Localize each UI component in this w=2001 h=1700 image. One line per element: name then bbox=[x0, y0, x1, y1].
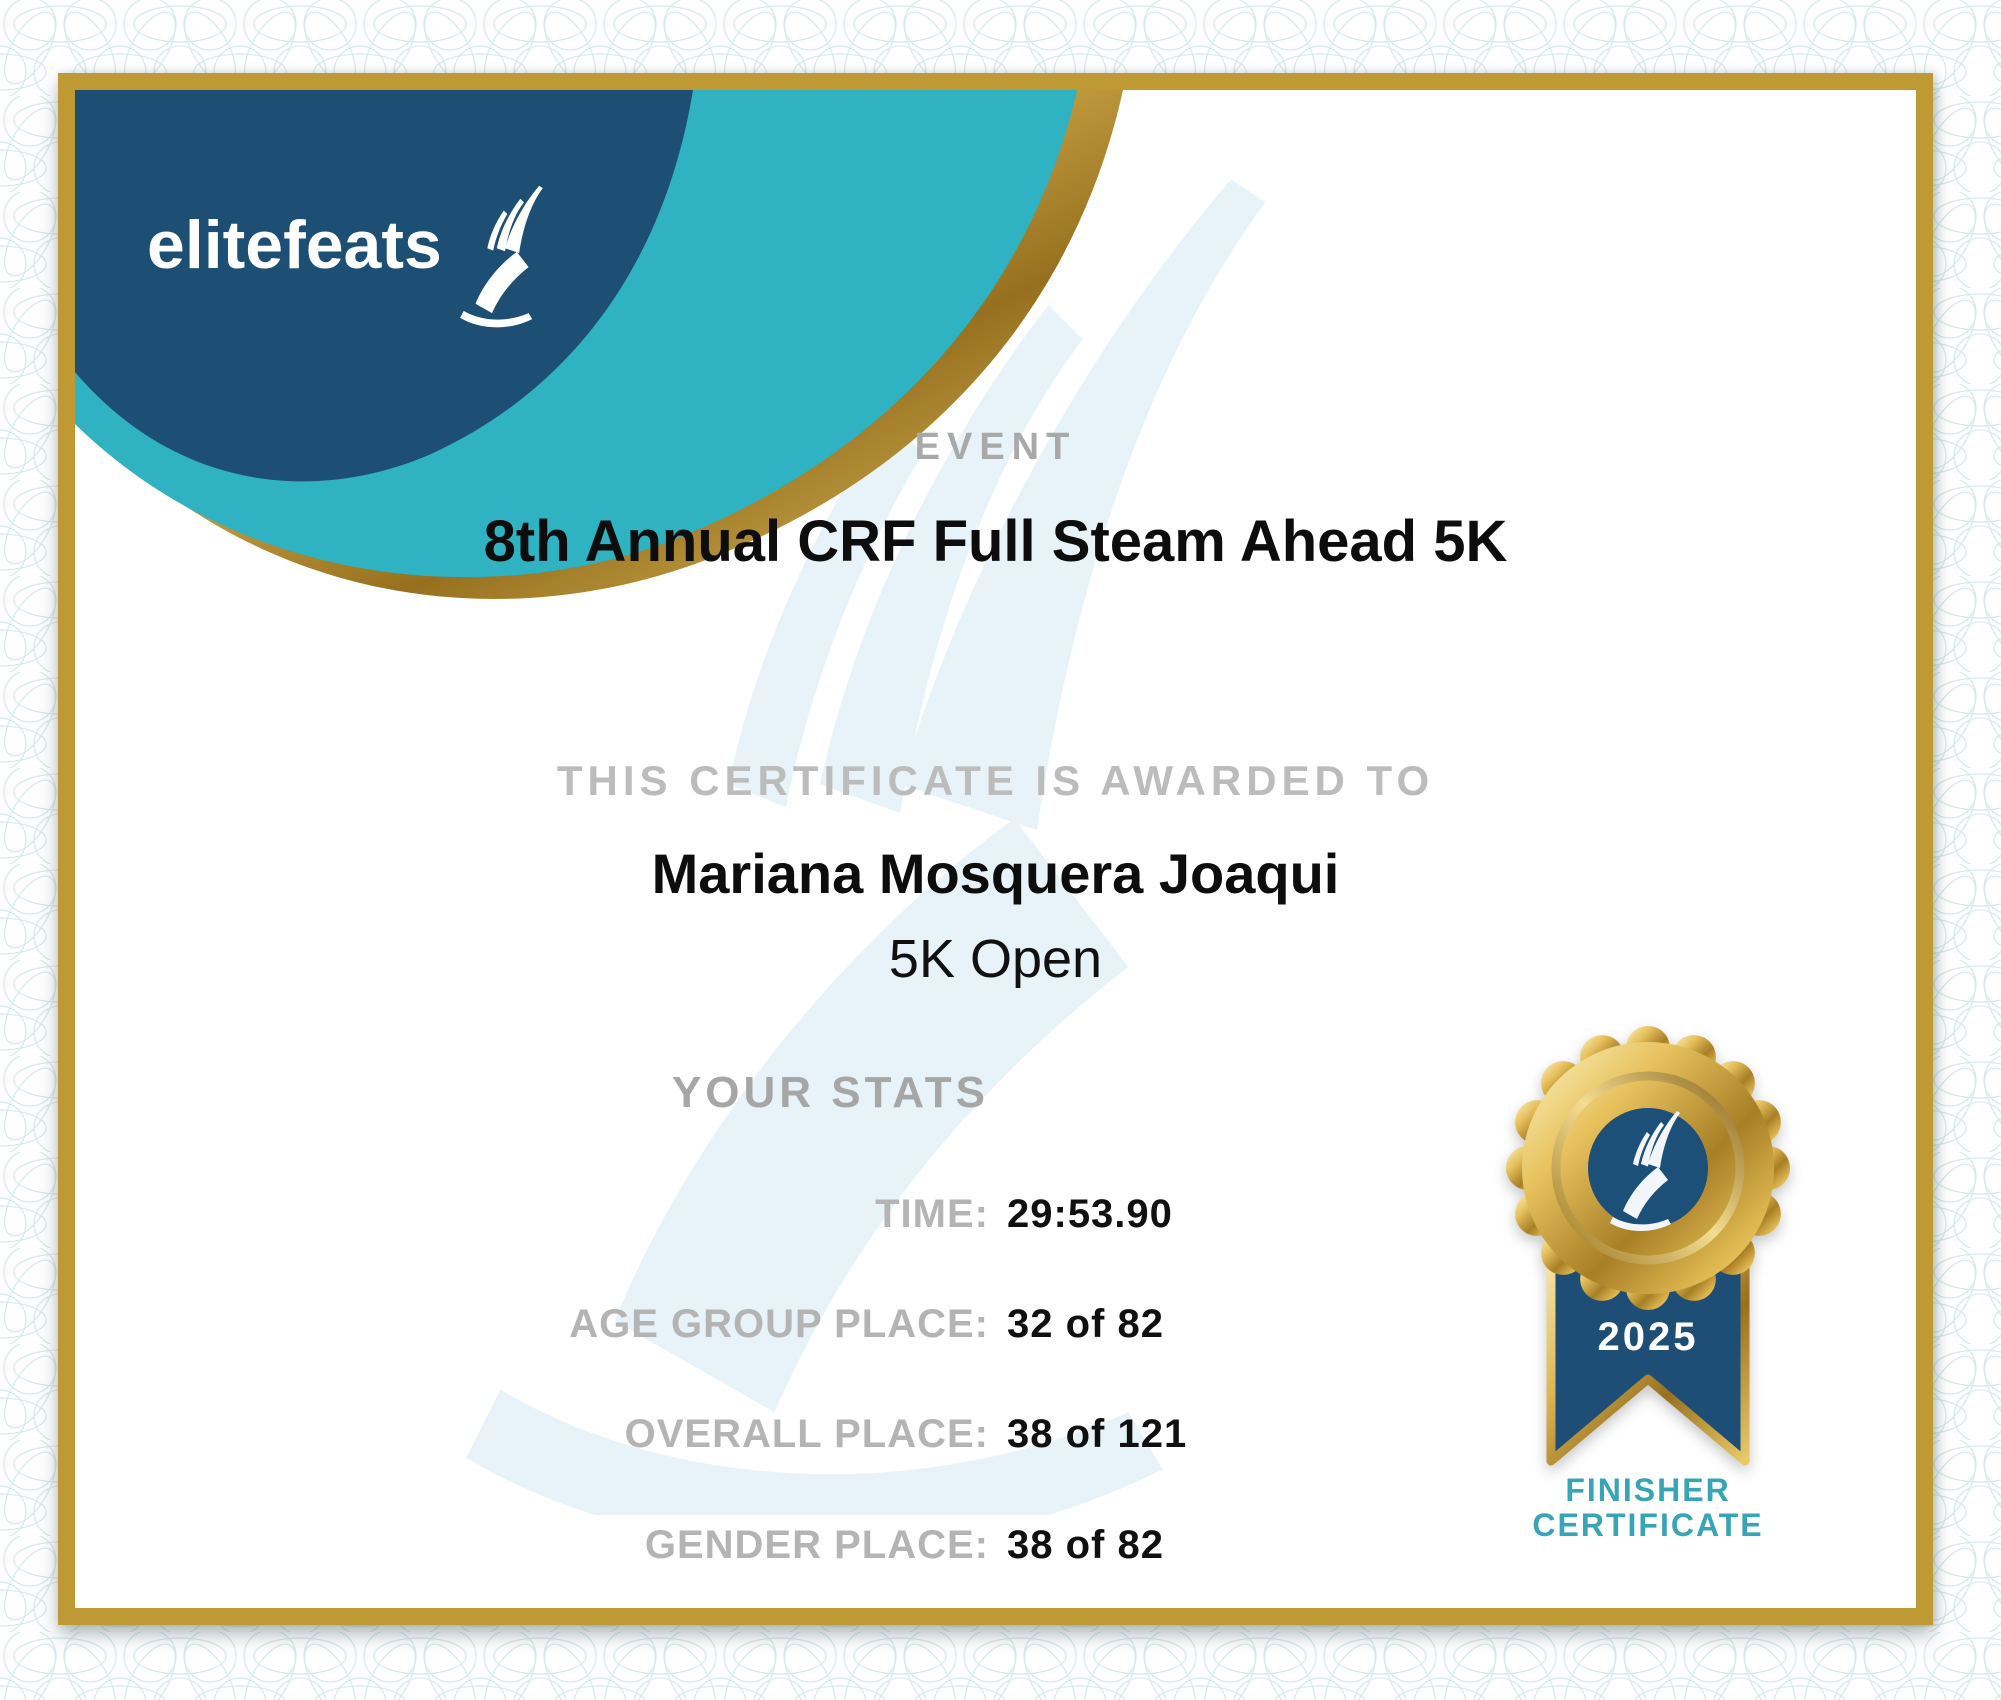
division-name: 5K Open bbox=[888, 929, 1103, 989]
brand-logo bbox=[147, 170, 564, 328]
stat-row-overall-place bbox=[375, 1410, 1187, 1458]
recipient-name: Mariana Mosquera Joaqui bbox=[651, 842, 1340, 905]
badge-year: 2025 bbox=[1597, 1315, 1699, 1359]
finisher-medal-badge bbox=[1468, 978, 1828, 1538]
badge-caption bbox=[1468, 1473, 1828, 1543]
stats-heading: YOUR STATS bbox=[671, 1068, 989, 1117]
badge-caption-line2: CERTIFICATE bbox=[1532, 1507, 1764, 1543]
awarded-label: THIS CERTIFICATE IS AWARDED TO bbox=[556, 757, 1435, 804]
stat-row-gender-place bbox=[375, 1521, 1164, 1569]
event-label: EVENT bbox=[914, 426, 1077, 468]
certificate-card bbox=[58, 73, 1933, 1625]
stat-value: 32 of 82 bbox=[1007, 1302, 1164, 1346]
medal-center bbox=[1588, 1108, 1708, 1228]
stat-label: GENDER PLACE: bbox=[644, 1523, 989, 1567]
stat-value: 38 of 121 bbox=[1007, 1412, 1188, 1456]
event-title: 8th Annual CRF Full Steam Ahead 5K bbox=[483, 509, 1508, 574]
stat-row-time bbox=[375, 1190, 1173, 1238]
certificate-inner bbox=[75, 90, 1916, 1608]
stat-value: 38 of 82 bbox=[1007, 1523, 1164, 1567]
stat-label: AGE GROUP PLACE: bbox=[569, 1302, 989, 1346]
brand-name: elitefeats bbox=[147, 207, 442, 283]
badge-caption-line1: FINISHER bbox=[1565, 1472, 1731, 1508]
stat-label: OVERALL PLACE: bbox=[624, 1412, 989, 1456]
stat-value: 29:53.90 bbox=[1007, 1192, 1173, 1236]
stat-label: TIME: bbox=[875, 1192, 989, 1236]
stat-row-age-group-place bbox=[375, 1300, 1164, 1348]
winged-foot-icon bbox=[446, 178, 564, 328]
